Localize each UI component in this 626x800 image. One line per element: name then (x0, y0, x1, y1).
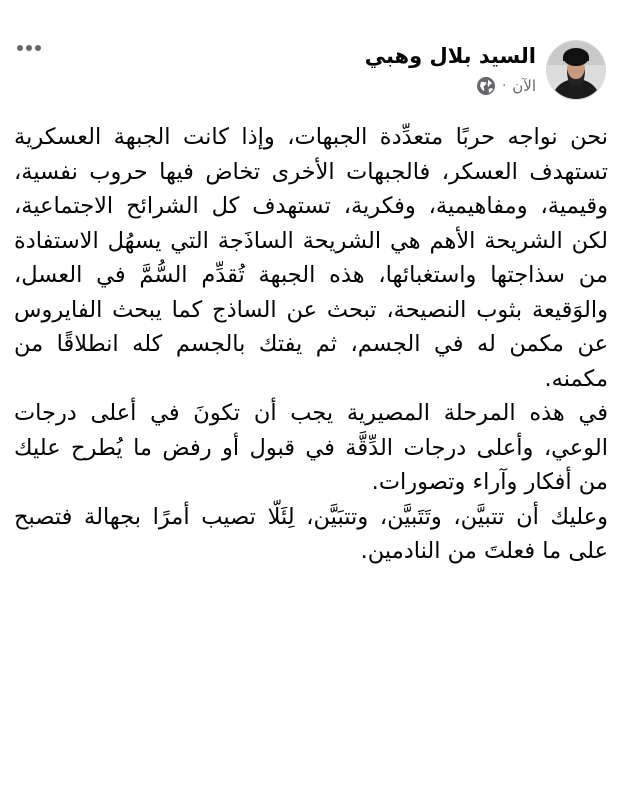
globe-icon[interactable] (476, 76, 496, 96)
more-options-button[interactable] (14, 36, 44, 60)
post-meta (476, 76, 536, 96)
meta-separator: · (502, 78, 507, 94)
more-horizontal-icon (16, 44, 42, 52)
author-block (365, 40, 536, 96)
post-paragraph: وعليك أن تتبيَّن، وتَتَبيَّن، وتتبَيَّن، لِئَلّا تصيب أمرًا بجهالة فتصبح على ما فعلتَ من النادمين. (14, 503, 608, 564)
post-paragraph: في هذه المرحلة المصيرية يجب أن تكونَ في أعلى درجات الوعي، وأعلى درجات الدِّقَّة في قبول أو رفض ما يُطرح عليك من أفكار وآراء وتصورات. (14, 400, 608, 495)
post-header (365, 40, 606, 100)
post-body (14, 120, 608, 569)
profile-avatar[interactable] (546, 40, 606, 100)
author-name[interactable]: السيد بلال وهبي (364, 44, 536, 68)
post-paragraph: نحن نواجه حربًا متعدِّدة الجبهات، وإذا كانت الجبهة العسكرية تستهدف العسكر، فالجبهات الأخرى تخاض فيها حروب نفسية، وقيمية، ومفاهيمية، وفكرية، تستهدف كل الشرائح الاجتماعية، لكن الشريحة الأهم هي الشريحة الساذَجة التي يسهُل الاستفادة من سذاجتها واستغبائها، هذه الجبهة تُقدِّم السُّمَّ في العسل، والوَقيعة بثوب النصيحة، تبحث عن الساذج كما يبحث الفايروس عن مكمن له في الجسم، ثم يفتك بالجسم كله انطلاقًا من مكمنه. (14, 124, 608, 392)
post-timestamp[interactable]: الآن (512, 77, 536, 95)
